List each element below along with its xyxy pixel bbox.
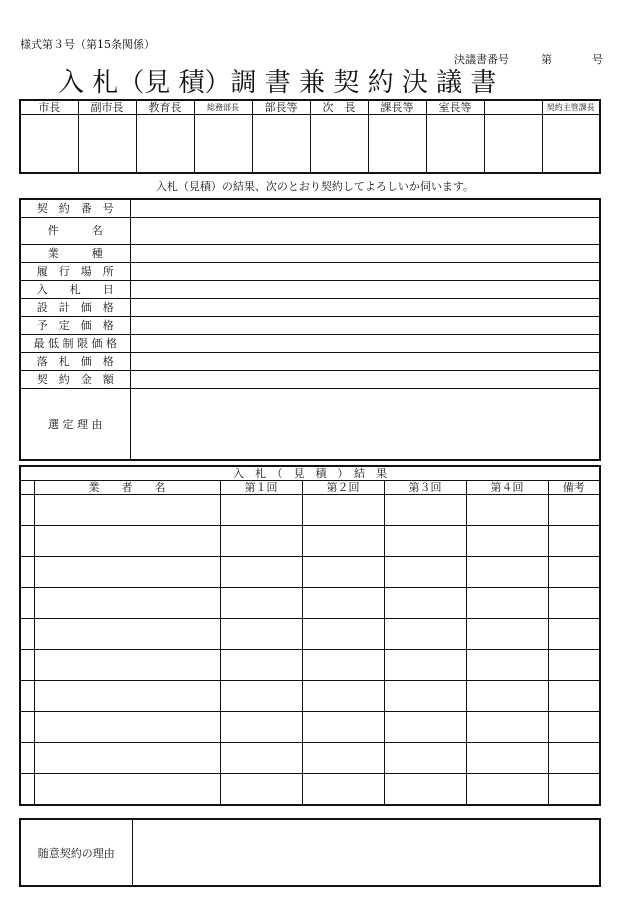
contract-row — [20, 335, 600, 353]
stamp-cell[interactable] — [78, 115, 136, 174]
stamp-cell[interactable] — [368, 115, 426, 174]
result-cell[interactable] — [302, 743, 384, 774]
contract-value[interactable] — [130, 281, 600, 299]
result-cell — [20, 557, 34, 588]
stamp-cell[interactable] — [426, 115, 484, 174]
results-header: 第３回 — [384, 481, 466, 495]
zuii-value[interactable] — [132, 819, 600, 886]
results-title: 入 札 （ 見 積 ） 結 果 — [20, 466, 600, 481]
result-cell[interactable] — [302, 588, 384, 619]
table-row — [20, 619, 600, 650]
result-cell[interactable] — [220, 619, 302, 650]
table-row — [20, 588, 600, 619]
result-cell[interactable] — [466, 681, 548, 712]
result-cell[interactable] — [220, 681, 302, 712]
contract-value[interactable] — [130, 218, 600, 245]
result-cell[interactable] — [34, 588, 220, 619]
result-cell[interactable] — [384, 526, 466, 557]
approval-header: 副市長 — [78, 100, 136, 115]
approval-header: 契約主管課長 — [542, 100, 600, 115]
result-cell — [20, 712, 34, 743]
result-cell[interactable] — [466, 619, 548, 650]
zuii-label: 随意契約の理由 — [20, 819, 132, 886]
table-row — [20, 681, 600, 712]
contract-value[interactable] — [130, 353, 600, 371]
results-header: 第２回 — [302, 481, 384, 495]
contract-value[interactable] — [130, 371, 600, 389]
contract-value[interactable] — [130, 317, 600, 335]
table-row — [20, 495, 600, 526]
table-row — [20, 712, 600, 743]
result-cell[interactable] — [302, 495, 384, 526]
contract-label: 選 定 理 由 — [20, 389, 130, 461]
contract-row — [20, 218, 600, 245]
contract-row — [20, 199, 600, 218]
result-cell — [20, 619, 34, 650]
contract-value[interactable] — [130, 335, 600, 353]
result-cell[interactable] — [548, 619, 600, 650]
result-cell[interactable] — [220, 495, 302, 526]
result-cell — [20, 650, 34, 681]
result-cell[interactable] — [34, 774, 220, 806]
contract-row — [20, 299, 600, 317]
result-cell[interactable] — [302, 774, 384, 806]
result-cell[interactable] — [548, 526, 600, 557]
approval-header: 市長 — [20, 100, 78, 115]
result-cell — [20, 526, 34, 557]
result-cell[interactable] — [384, 712, 466, 743]
request-notice: 入札（見積）の結果、次のとおり契約してよろしいか伺います。 — [155, 180, 475, 193]
result-cell[interactable] — [466, 495, 548, 526]
result-cell[interactable] — [548, 495, 600, 526]
result-cell[interactable] — [220, 526, 302, 557]
stamp-cell[interactable] — [20, 115, 78, 174]
result-cell[interactable] — [548, 743, 600, 774]
result-cell[interactable] — [34, 619, 220, 650]
result-cell[interactable] — [220, 588, 302, 619]
contract-row — [20, 263, 600, 281]
result-cell[interactable] — [220, 774, 302, 806]
contract-label: 落 札 価 格 — [20, 353, 130, 371]
result-cell[interactable] — [466, 526, 548, 557]
results-header — [20, 481, 34, 495]
result-cell[interactable] — [466, 588, 548, 619]
result-cell[interactable] — [548, 681, 600, 712]
contract-row — [20, 353, 600, 371]
result-cell[interactable] — [302, 650, 384, 681]
approval-header: 総務部長 — [194, 100, 252, 115]
approval-header — [484, 100, 542, 115]
result-cell — [20, 774, 34, 806]
result-cell[interactable] — [384, 495, 466, 526]
result-cell[interactable] — [384, 619, 466, 650]
results-title-row — [20, 466, 600, 481]
result-cell — [20, 681, 34, 712]
result-cell[interactable] — [34, 495, 220, 526]
contract-value[interactable] — [130, 245, 600, 263]
bid-results-table — [19, 465, 601, 806]
results-header: 第１回 — [220, 481, 302, 495]
result-cell[interactable] — [548, 557, 600, 588]
result-cell[interactable] — [548, 588, 600, 619]
result-cell[interactable] — [220, 650, 302, 681]
result-cell — [20, 743, 34, 774]
result-cell[interactable] — [34, 557, 220, 588]
contract-label: 履 行 場 所 — [20, 263, 130, 281]
result-cell[interactable] — [548, 712, 600, 743]
table-row — [20, 743, 600, 774]
approval-header: 部長等 — [252, 100, 310, 115]
results-header: 業 者 名 — [34, 481, 220, 495]
kessai-number-go: 号 — [592, 53, 603, 66]
table-row — [20, 774, 600, 806]
stamp-cell[interactable] — [484, 115, 542, 174]
approval-header-row — [20, 100, 600, 115]
result-cell[interactable] — [34, 681, 220, 712]
contract-details-table — [19, 198, 601, 461]
result-cell[interactable] — [220, 557, 302, 588]
result-cell[interactable] — [220, 743, 302, 774]
zuii-row — [20, 819, 600, 886]
result-cell[interactable] — [34, 650, 220, 681]
results-header: 第４回 — [466, 481, 548, 495]
result-cell[interactable] — [302, 619, 384, 650]
result-cell[interactable] — [384, 650, 466, 681]
contract-row — [20, 245, 600, 263]
contract-value[interactable] — [130, 299, 600, 317]
results-header-row — [20, 481, 600, 495]
contract-label: 設 計 価 格 — [20, 299, 130, 317]
contract-row — [20, 389, 600, 461]
contract-label: 入 札 日 — [20, 281, 130, 299]
result-cell[interactable] — [34, 526, 220, 557]
contract-value[interactable] — [130, 389, 600, 461]
result-cell[interactable] — [34, 743, 220, 774]
private-contract-reason-table — [19, 818, 601, 887]
stamp-cell[interactable] — [252, 115, 310, 174]
result-cell[interactable] — [302, 681, 384, 712]
result-cell[interactable] — [302, 557, 384, 588]
approval-header: 次 長 — [310, 100, 368, 115]
result-cell[interactable] — [302, 712, 384, 743]
result-cell[interactable] — [548, 650, 600, 681]
result-cell[interactable] — [466, 712, 548, 743]
result-cell[interactable] — [466, 557, 548, 588]
approval-stamp-row — [20, 115, 600, 174]
form-number-label: 様式第３号（第15条関係） — [20, 38, 155, 51]
approval-header: 教育長 — [136, 100, 194, 115]
contract-label: 件 名 — [20, 218, 130, 245]
approval-header: 室長等 — [426, 100, 484, 115]
contract-row — [20, 371, 600, 389]
result-cell[interactable] — [384, 681, 466, 712]
contract-row — [20, 317, 600, 335]
result-cell — [20, 588, 34, 619]
stamp-cell[interactable] — [194, 115, 252, 174]
result-cell[interactable] — [384, 774, 466, 806]
stamp-cell[interactable] — [542, 115, 600, 174]
result-cell[interactable] — [384, 743, 466, 774]
kessai-number-label: 決議書番号 — [454, 53, 509, 66]
result-cell[interactable] — [466, 650, 548, 681]
table-row — [20, 557, 600, 588]
result-cell[interactable] — [384, 588, 466, 619]
stamp-cell[interactable] — [310, 115, 368, 174]
contract-label: 契 約 番 号 — [20, 199, 130, 218]
table-row — [20, 650, 600, 681]
contract-label: 予 定 価 格 — [20, 317, 130, 335]
result-cell[interactable] — [302, 526, 384, 557]
contract-value[interactable] — [130, 199, 600, 218]
contract-label: 業 種 — [20, 245, 130, 263]
kessai-number-dai: 第 — [541, 53, 552, 66]
page-title: 入 札（見 積）調 書 兼 契 約 決 議 書 — [58, 68, 497, 98]
result-cell[interactable] — [384, 557, 466, 588]
result-cell[interactable] — [34, 712, 220, 743]
table-row — [20, 526, 600, 557]
result-cell — [20, 495, 34, 526]
approval-stamp-table — [19, 99, 601, 174]
result-cell[interactable] — [220, 712, 302, 743]
result-cell[interactable] — [548, 774, 600, 806]
stamp-cell[interactable] — [136, 115, 194, 174]
contract-label: 契 約 金 額 — [20, 371, 130, 389]
result-cell[interactable] — [466, 743, 548, 774]
approval-header: 課長等 — [368, 100, 426, 115]
contract-value[interactable] — [130, 263, 600, 281]
result-cell[interactable] — [466, 774, 548, 806]
contract-label: 最 低 制 限 価 格 — [20, 335, 130, 353]
contract-row — [20, 281, 600, 299]
results-header: 備考 — [548, 481, 600, 495]
